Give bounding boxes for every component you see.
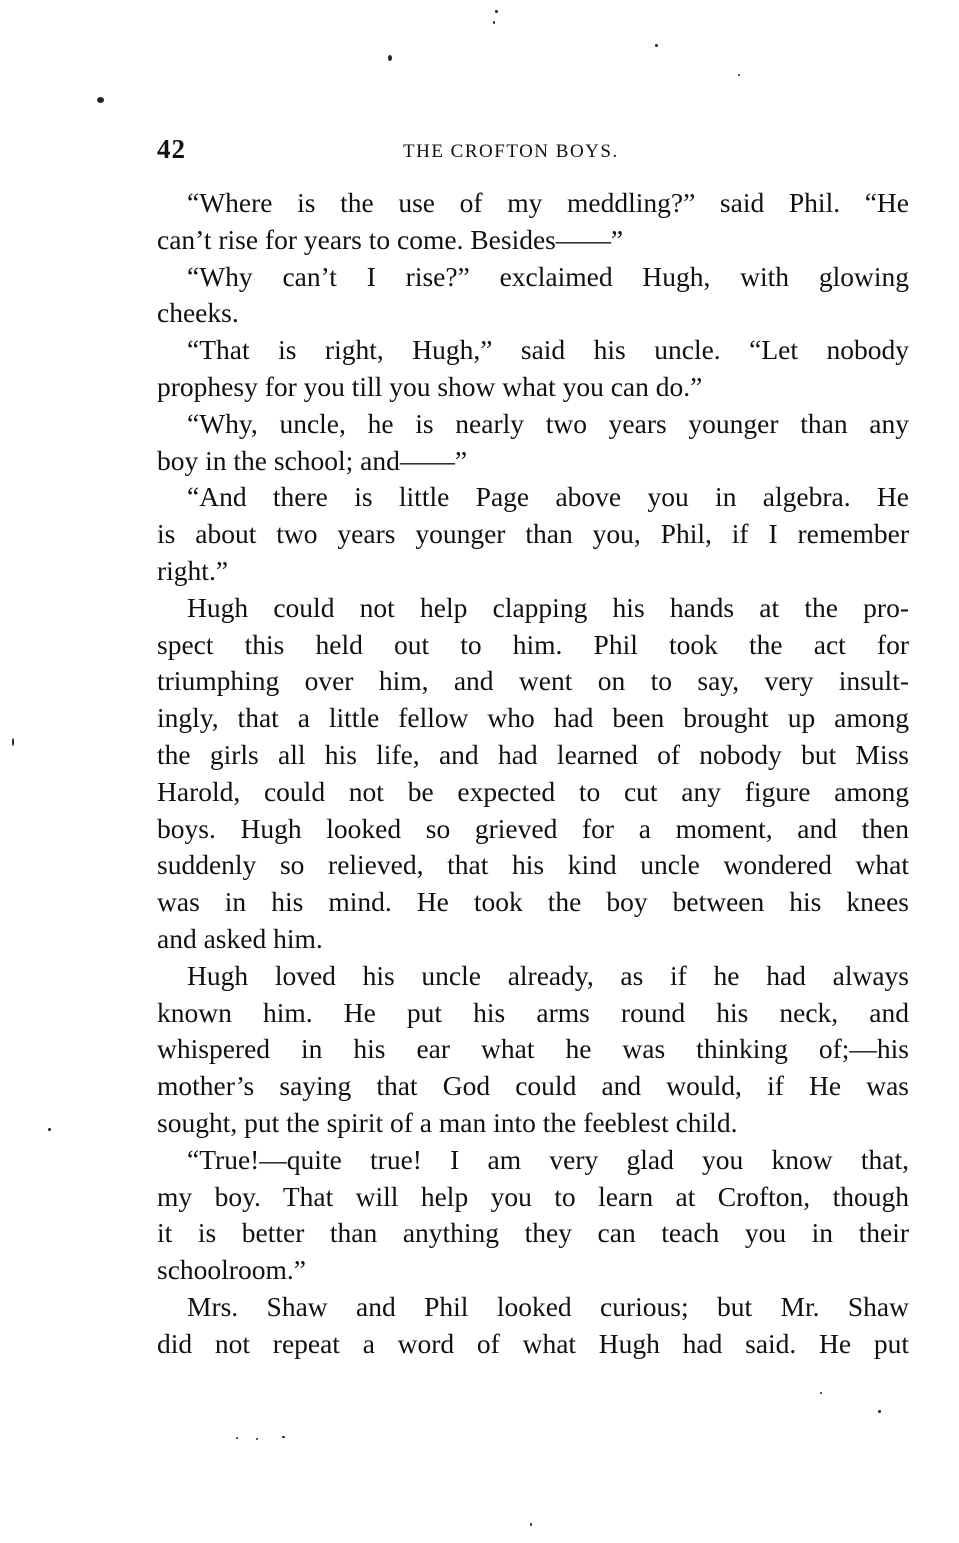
text-line: and asked him. (157, 922, 323, 954)
body-text (157, 185, 909, 1363)
text-line: triumphing over him, and went on to say, very insult- (157, 665, 909, 697)
page-header (157, 134, 909, 166)
page-number: 42 (157, 134, 186, 164)
text-line: is about two years younger than you, Phil, if I remember (157, 518, 909, 550)
text-line: “That is right, Hugh,” said his uncle. “Let nobody (187, 334, 909, 366)
scan-speck (12, 738, 14, 746)
text-line: did not repeat a word of what Hugh had said. He put (157, 1327, 909, 1359)
text-line: spect this held out to him. Phil took the act for (157, 628, 909, 660)
text-line: known him. He put his arms round his neck, and (157, 996, 909, 1028)
scan-speck (97, 97, 104, 103)
text-line: suddenly so relieved, that his kind uncle wondered what (157, 849, 909, 881)
scan-speck (256, 1438, 258, 1440)
text-line: “Where is the use of my meddling?” said Phil. “He (187, 187, 909, 218)
scan-speck (493, 21, 495, 24)
text-line: it is better than anything they can teach you in their (157, 1217, 909, 1249)
text-line: “And there is little Page above you in algebra. He (187, 481, 909, 513)
text-line: Hugh could not help clapping his hands at the pro- (187, 591, 909, 623)
scan-speck (878, 1410, 881, 1413)
text-line: Mrs. Shaw and Phil looked curious; but Mr. Shaw (187, 1290, 909, 1322)
text-line: prophesy for you till you show what you can do.” (157, 370, 703, 402)
text-line: mother’s saying that God could and would, if He was (157, 1070, 909, 1102)
text-line: “Why, uncle, he is nearly two years younger than any (187, 407, 909, 439)
text-line: was in his mind. He took the boy between his knees (157, 886, 909, 918)
scan-speck (530, 1523, 532, 1526)
text-line: can’t rise for years to come. Besides——” (157, 223, 624, 255)
text-line: boys. Hugh looked so grieved for a moment, and then (157, 812, 909, 844)
text-line: “True!—quite true! I am very glad you know that, (187, 1143, 909, 1175)
text-line: Harold, could not be expected to cut any figure among (157, 775, 909, 807)
scan-speck (738, 74, 740, 76)
text-line: whispered in his ear what he was thinking of;—his (157, 1033, 909, 1065)
scan-speck (236, 1437, 238, 1439)
running-title: THE CROFTON BOYS. (403, 141, 619, 162)
text-line: schoolroom.” (157, 1254, 306, 1286)
scan-speck (282, 1436, 285, 1438)
text-line: ingly, that a little fellow who had been brought up among (157, 702, 909, 734)
text-line: right.” (157, 554, 229, 586)
scan-speck (388, 55, 392, 61)
scan-speck (655, 44, 658, 47)
text-line: my boy. That will help you to learn at Crofton, though (157, 1180, 909, 1212)
scan-speck (820, 1392, 822, 1394)
text-line: Hugh loved his uncle already, as if he had always (187, 959, 909, 991)
scan-speck (495, 10, 498, 13)
text-line: cheeks. (157, 297, 239, 329)
text-line: sought, put the spirit of a man into the feeblest child. (157, 1106, 738, 1138)
text-line: boy in the school; and——” (157, 444, 468, 476)
text-line: “Why can’t I rise?” exclaimed Hugh, with glowing (187, 260, 909, 292)
scan-speck (48, 1128, 51, 1131)
text-line: the girls all his life, and had learned of nobody but Miss (157, 738, 909, 770)
